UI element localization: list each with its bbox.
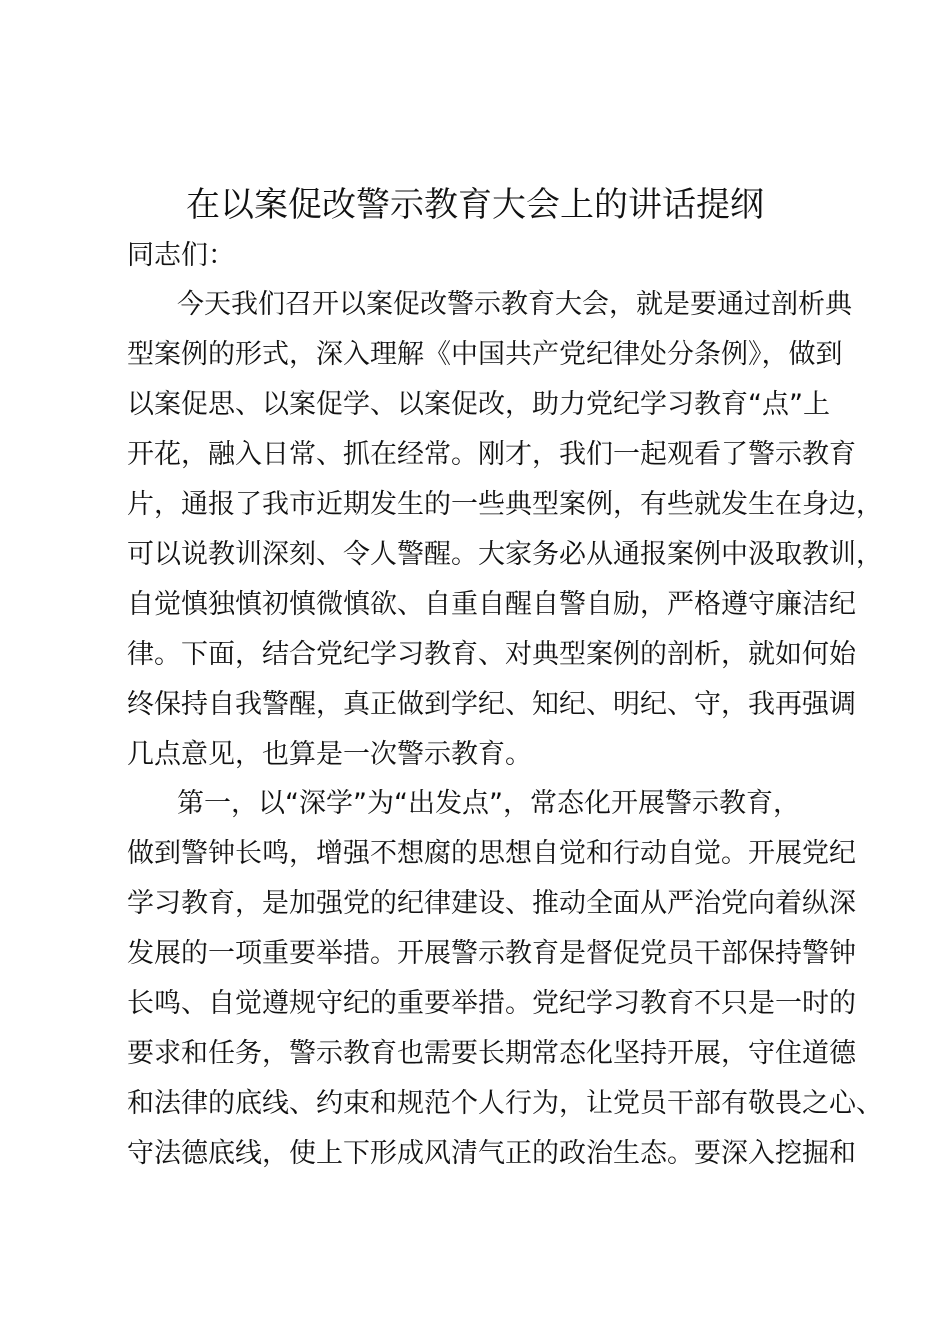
paragraph-line: 要求和任务，警示教育也需要长期常态化坚持开展，守住道德 bbox=[127, 1038, 856, 1069]
paragraph-line: 开花，融入日常、抓在经常。刚才，我们一起观看了警示教育 bbox=[127, 439, 856, 470]
paragraph-line: 自觉慎独慎初慎微慎欲、自重自醒自警自励，严格遵守廉洁纪 bbox=[127, 589, 856, 620]
paragraph-line: 终保持自我警醒，真正做到学纪、知纪、明纪、守，我再强调 bbox=[127, 689, 856, 720]
paragraph-line: 律。下面，结合党纪学习教育、对典型案例的剖析，就如何始 bbox=[127, 639, 856, 670]
paragraph-line: 型案例的形式，深入理解《中国共产党纪律处分条例》，做到 bbox=[127, 339, 843, 370]
paragraph-line: 守法德底线，使上下形成风清气正的政治生态。要深入挖掘和 bbox=[127, 1138, 856, 1169]
document-title: 在以案促改警示教育大会上的讲话提纲 bbox=[186, 185, 764, 225]
paragraph-line: 做到警钟长鸣，增强不想腐的思想自觉和行动自觉。开展党纪 bbox=[127, 838, 856, 869]
paragraph-line: 可以说教训深刻、令人警醒。大家务必从通报案例中汲取教训， bbox=[127, 539, 883, 570]
paragraph-line: 学习教育，是加强党的纪律建设、推动全面从严治党向着纵深 bbox=[127, 888, 856, 919]
paragraph-line: 片，通报了我市近期发生的一些典型案例，有些就发生在身边， bbox=[127, 489, 883, 520]
salutation: 同志们： bbox=[127, 240, 235, 271]
paragraph-line: 几点意见，也算是一次警示教育。 bbox=[127, 739, 532, 770]
paragraph-line: 长鸣、自觉遵规守纪的重要举措。党纪学习教育不只是一时的 bbox=[127, 988, 856, 1019]
paragraph-line: 第一，以“深学”为“出发点”，常态化开展警示教育， bbox=[177, 788, 800, 819]
paragraph-line: 发展的一项重要举措。开展警示教育是督促党员干部保持警钟 bbox=[127, 938, 856, 969]
paragraph-line: 和法律的底线、约束和规范个人行为，让党员干部有敬畏之心、 bbox=[127, 1088, 883, 1119]
paragraph-line: 今天我们召开以案促改警示教育大会，就是要通过剖析典 bbox=[177, 289, 852, 320]
paragraph-line: 以案促思、以案促学、以案促改，助力党纪学习教育“点”上 bbox=[127, 389, 830, 420]
